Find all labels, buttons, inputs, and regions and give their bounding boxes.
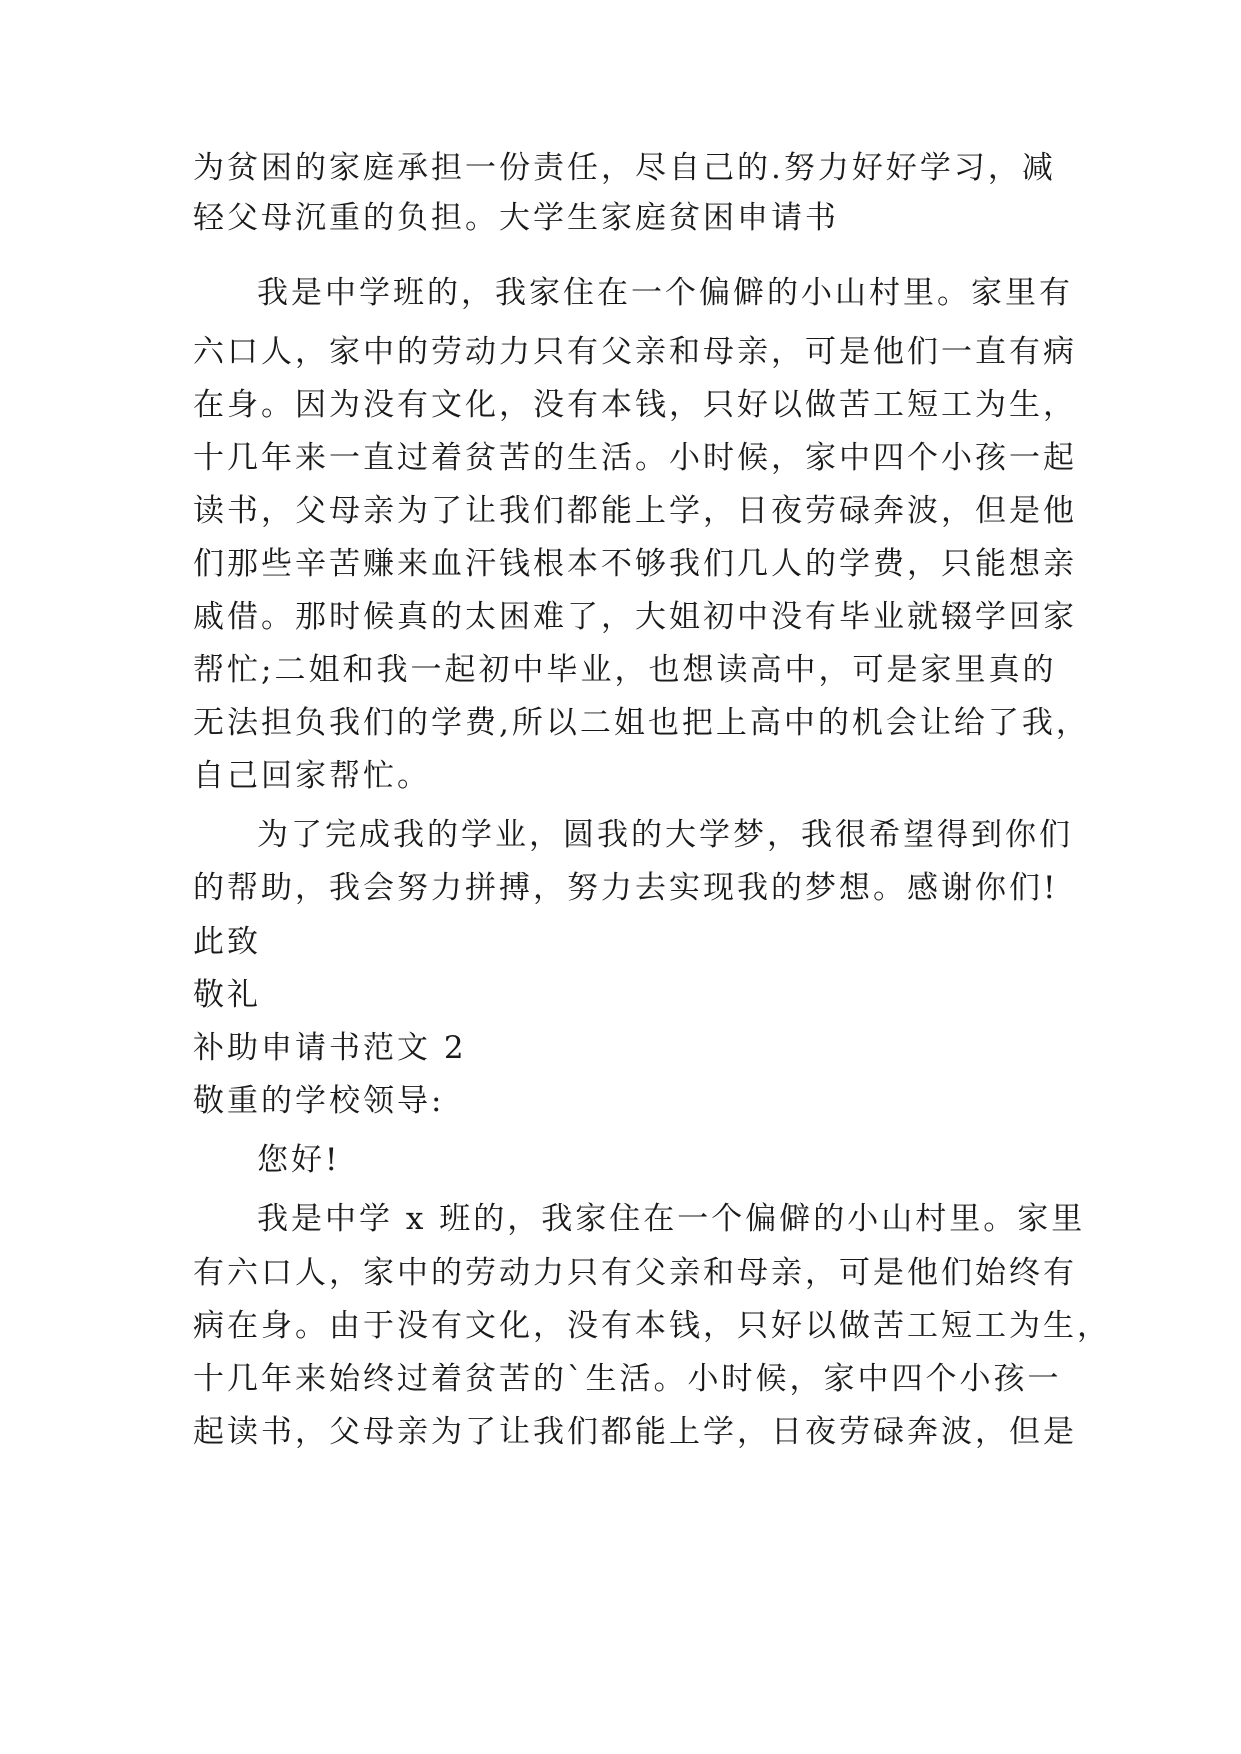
text-line: 六口人，家中的劳动力只有父亲和母亲，可是他们一直有病 bbox=[193, 334, 1077, 370]
text-line: 起读书，父母亲为了让我们都能上学，日夜劳碌奔波，但是 bbox=[193, 1414, 1077, 1450]
text-line: 病在身。由于没有文化，没有本钱，只好以做苦工短工为生， bbox=[193, 1308, 1111, 1344]
text-line: 轻父母沉重的负担。大学生家庭贫困申请书 bbox=[193, 200, 839, 236]
paragraph-first-line: 我是中学班的，我家住在一个偏僻的小山村里。家里有 bbox=[257, 275, 1073, 311]
text-line: 帮忙;二姐和我一起初中毕业，也想读高中，可是家里真的 bbox=[193, 652, 1057, 688]
letter-salutation: 您好! bbox=[257, 1142, 341, 1178]
text-line: 无法担负我们的学费,所以二姐也把上高中的机会让给了我， bbox=[193, 705, 1090, 741]
text-line: 自己回家帮忙。 bbox=[193, 758, 431, 794]
text-line: 十几年来一直过着贫苦的生活。小时候，家中四个小孩一起 bbox=[193, 440, 1077, 476]
text-line: 戚借。那时候真的太困难了，大姐初中没有毕业就辍学回家 bbox=[193, 599, 1077, 635]
section-heading: 补助申请书范文 2 bbox=[193, 1030, 467, 1066]
closing-regards: 敬礼 bbox=[193, 977, 261, 1013]
closing-salutation: 此致 bbox=[193, 924, 261, 960]
paragraph-first-line: 为了完成我的学业，圆我的大学梦，我很希望得到你们 bbox=[257, 817, 1073, 853]
text-line: 的帮助，我会努力拼搏，努力去实现我的梦想。感谢你们! bbox=[193, 870, 1059, 906]
text-line: 在身。因为没有文化，没有本钱，只好以做苦工短工为生， bbox=[193, 387, 1077, 423]
letter-greeting: 敬重的学校领导: bbox=[193, 1083, 445, 1119]
paragraph-first-line: 我是中学 x 班的，我家住在一个偏僻的小山村里。家里 bbox=[257, 1201, 1086, 1237]
text-line: 有六口人，家中的劳动力只有父亲和母亲，可是他们始终有 bbox=[193, 1255, 1077, 1291]
text-line: 读书，父母亲为了让我们都能上学，日夜劳碌奔波，但是他 bbox=[193, 493, 1077, 529]
text-line: 们那些辛苦赚来血汗钱根本不够我们几人的学费，只能想亲 bbox=[193, 546, 1077, 582]
text-line: 为贫困的家庭承担一份责任，尽自己的.努力好好学习，减 bbox=[193, 150, 1056, 186]
text-line: 十几年来始终过着贫苦的`生活。小时候，家中四个小孩一 bbox=[193, 1361, 1062, 1397]
